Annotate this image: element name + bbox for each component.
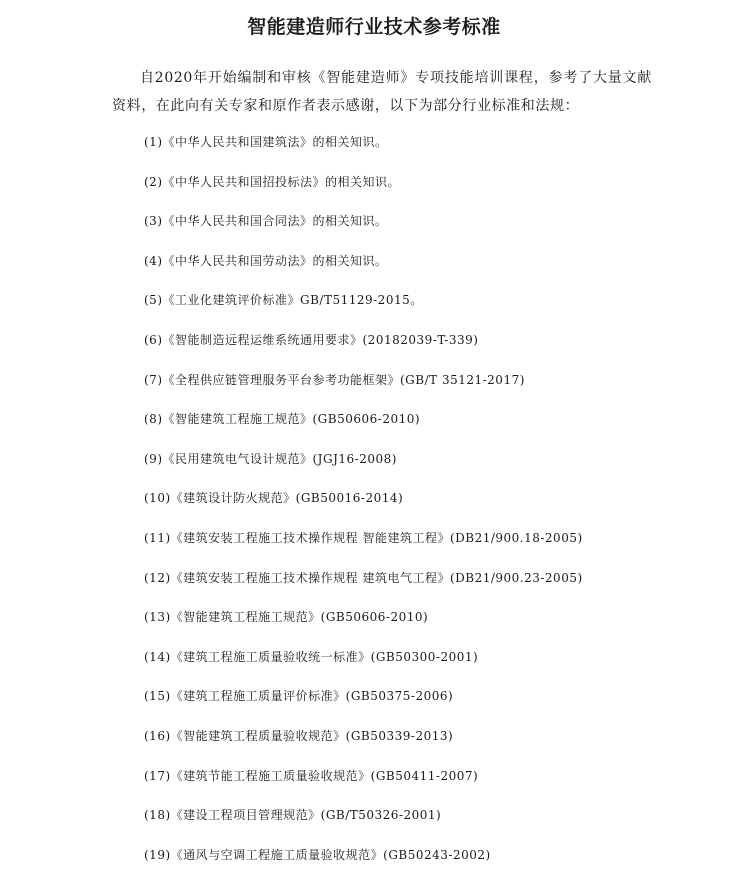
page-title: 智能建造师行业技术参考标准 [247,16,501,38]
list-item: (7)《全程供应链管理服务平台参考功能框架》(GB/T 35121-2017) [144,372,525,387]
list-item: (5)《工业化建筑评价标准》GB/T51129-2015。 [144,293,423,308]
list-item: (14)《建筑工程施工质量验收统一标准》(GB50300-2001) [144,649,479,664]
list-item: (3)《中华人民共和国合同法》的相关知识。 [144,214,388,229]
list-item: (1)《中华人民共和国建筑法》的相关知识。 [144,135,388,149]
list-item: (17)《建筑节能工程施工质量验收规范》(GB50411-2007) [144,768,479,783]
list-item: (18)《建设工程项目管理规范》(GB/T50326-2001) [144,808,442,823]
list-item: (15)《建筑工程施工质量评价标准》(GB50375-2006) [144,689,454,704]
list-item: (2)《中华人民共和国招投标法》的相关知识。 [144,174,400,189]
list-item: (16)《智能建筑工程质量验收规范》(GB50339-2013) [144,728,454,743]
list-item: (13)《智能建筑工程施工规范》(GB50606-2010) [144,610,429,625]
standards-list [144,130,583,882]
list-item: (8)《智能建筑工程施工规范》(GB50606-2010) [144,412,421,427]
list-item: (19)《通风与空调工程施工质量验收规范》(GB50243-2002) [144,847,491,862]
list-item: (10)《建筑设计防火规范》(GB50016-2014) [144,491,404,506]
list-item: (12)《建筑安装工程施工技术操作规程 建筑电气工程》(DB21/900.23-2005) [144,570,583,585]
list-item: (6)《智能制造远程运维系统通用要求》(20182039-T-339) [144,332,479,347]
list-item: (11)《建筑安装工程施工技术操作规程 智能建筑工程》(DB21/900.18-2005) [144,530,583,545]
intro-paragraph: 自2020年开始编制和审核《智能建造师》专项技能培训课程，参考了大量文献资料，在此向有关专家和原作者表示感谢，以下为部分行业标准和法规： [112,70,652,114]
list-item: (4)《中华人民共和国劳动法》的相关知识。 [144,253,388,268]
list-item: (9)《民用建筑电气设计规范》(JGJ16-2008) [144,451,397,466]
